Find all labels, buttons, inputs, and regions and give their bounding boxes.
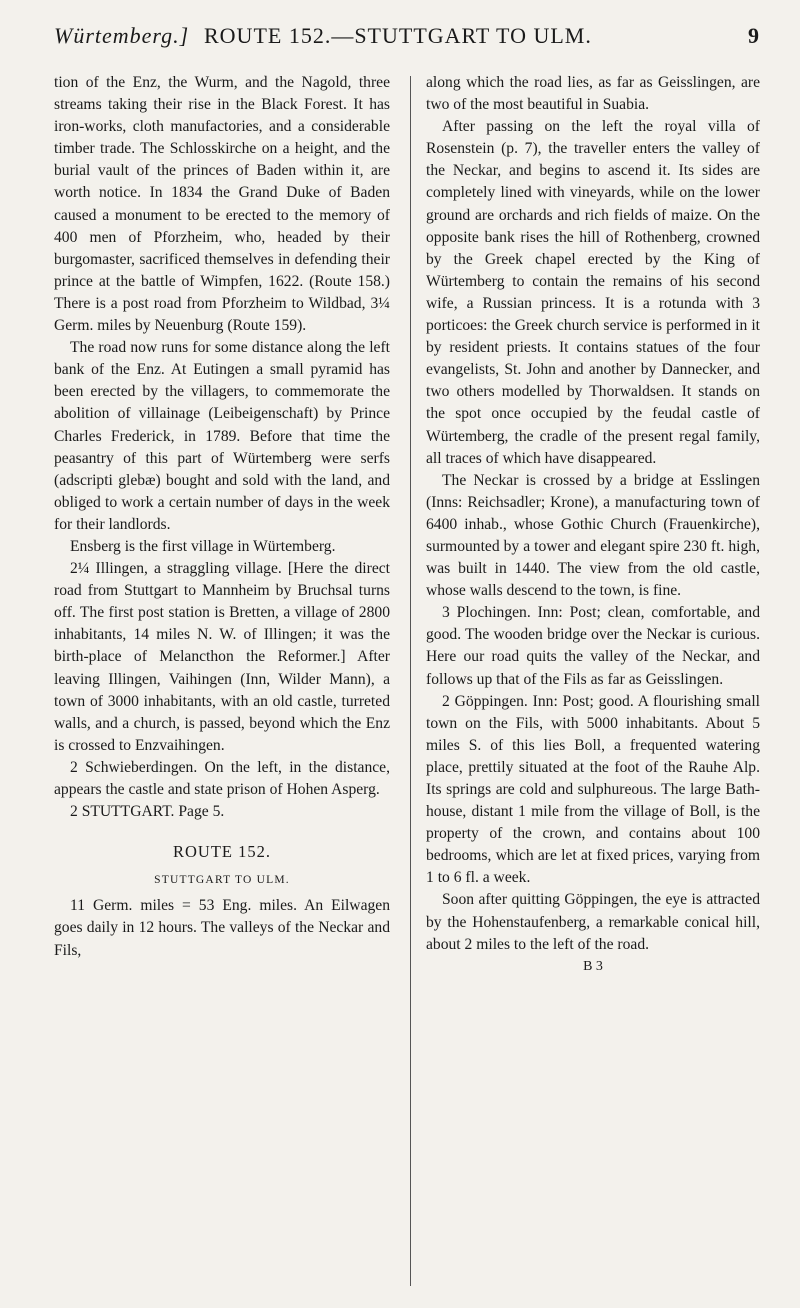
- running-header: [54, 16, 760, 56]
- right-paragraph-2: After passing on the left the royal villa of Rosenstein (p. 7), the traveller enters the valley of the Neckar, and begins to ascend it. Its sides are completely lined with vineyards, while on the lower ground are orchards and rich fields of maize. On the opposite bank rises the hill of Rothenberg, crowned by the Greek chapel erected by the King of Würtemberg to contain the remains of his second wife, a Russian princess. It is a rotunda with 3 porticoes: the Greek church service is performed in it by resident priests. It contains statues of the four evangelists, St. John and another by Dannecker, and two others modelled by Thorwaldsen. It stands on the spot once occupied by the feudal castle of Würtemberg, the cradle of the present regal family, all traces of which have disappeared.: [426, 118, 760, 467]
- right-paragraph-1: along which the road lies, as far as Geisslingen, are two of the most beautiful in Suabia.: [426, 74, 760, 114]
- left-paragraph-1: tion of the Enz, the Wurm, and the Nagold, three streams taking their rise in the Black Forest. It has iron-works, cloth manufactories, and a considerable timber trade. The Schlosskirche on a height, and the burial vault of the princes of Baden within it, are worth notice. In 1834 the Grand Duke of Baden caused a monument to be erected to the memory of 400 men of Pforzheim, who, headed by their burgomaster, sacrificed themselves in defending their prince at the battle of Wimpfen, 1622. (Route 158.) There is a post road from Pforzheim to Wildbad, 3¼ Germ. miles by Neuenburg (Route 159).: [54, 74, 390, 335]
- right-paragraph-6: Soon after quitting Göppingen, the eye is attracted by the Hohenstaufenberg, a remarkable conical hill, about 2 miles to the left of the road.: [426, 891, 760, 953]
- right-paragraph-4: 3 Plochingen. Inn: Post; clean, comfortable, and good. The wooden bridge over the Neckar is curious. Here our road quits the valley of the Neckar, and follows up that of the Fils as far as Geisslingen.: [426, 604, 760, 688]
- right-paragraph-5: 2 Göppingen. Inn: Post; good. A flourishing small town on the Fils, with 5000 inhabitants. About 5 miles S. of this lies Boll, a frequented watering place, prettily situated at the foot of the Rauhe Alp. Its springs are cold and sulphureous. The large Bath-house, distant 1 mile from the village of Boll, is the property of the crown, and contains about 100 bedrooms, which are let at fixed prices, varying from 1 to 6 fl. a week.: [426, 692, 760, 887]
- right-column: [426, 72, 760, 978]
- left-paragraph-3: Ensberg is the first village in Würtemberg.: [70, 537, 336, 555]
- route-subheading: STUTTGART TO ULM.: [154, 874, 290, 887]
- route-heading: ROUTE 152.: [173, 842, 271, 862]
- left-paragraph-5: 2 Schwieberdingen. On the left, in the distance, appears the castle and state prison of Hohen Asperg.: [54, 758, 390, 798]
- signature-mark: B 3: [583, 958, 603, 974]
- route-intro: 11 Germ. miles = 53 Eng. miles. An Eilwagen goes daily in 12 hours. The valleys of the Neckar and Fils,: [54, 897, 390, 959]
- text-columns: [54, 72, 760, 1288]
- left-paragraph-6: 2 STUTTGART. Page 5.: [70, 803, 225, 821]
- right-paragraph-3: The Neckar is crossed by a bridge at Esslingen (Inns: Reichsadler; Krone), a manufacturing town of 6400 inhab., whose Gothic Church (Frauenkirche), surmounted by a tower and elegant spire 230 ft. high, was built in 1440. The view from the old castle, whose walls descend to the town, is fine.: [426, 471, 760, 600]
- column-divider: [410, 76, 411, 1286]
- header-route-title: ROUTE 152.—STUTTGART TO ULM.: [204, 23, 592, 48]
- left-column: [54, 72, 390, 962]
- header-section-title: Würtemberg.]: [54, 23, 190, 48]
- left-paragraph-2: The road now runs for some distance along the left bank of the Enz. At Eutingen a small pyramid has been erected by the villagers, to commemorate the abolition of villainage (Leibeigenschaft) by Prince Charles Frederick, in 1789. Before that time the peasantry of this part of Würtemberg were serfs (adscripti glebæ) bought and sold with the land, and obliged to work a certain number of days in the week for their landlords.: [54, 339, 390, 533]
- left-paragraph-4: 2¼ Illingen, a straggling village. [Here the direct road from Stuttgart to Mannheim by Bruchsal turns off. The first post station is Bretten, a village of 2800 inhabitants, 14 miles N. W. of Illingen; it was the birth-place of Melancthon the Reformer.] After leaving Illingen, Vaihingen (Inn, Wilder Mann), a town of 3000 inhabitants, with an old castle, turreted walls, and a church, is passed, beyond which the Enz is crossed to Enzvaihingen.: [54, 560, 390, 754]
- page-number: 9: [748, 23, 760, 48]
